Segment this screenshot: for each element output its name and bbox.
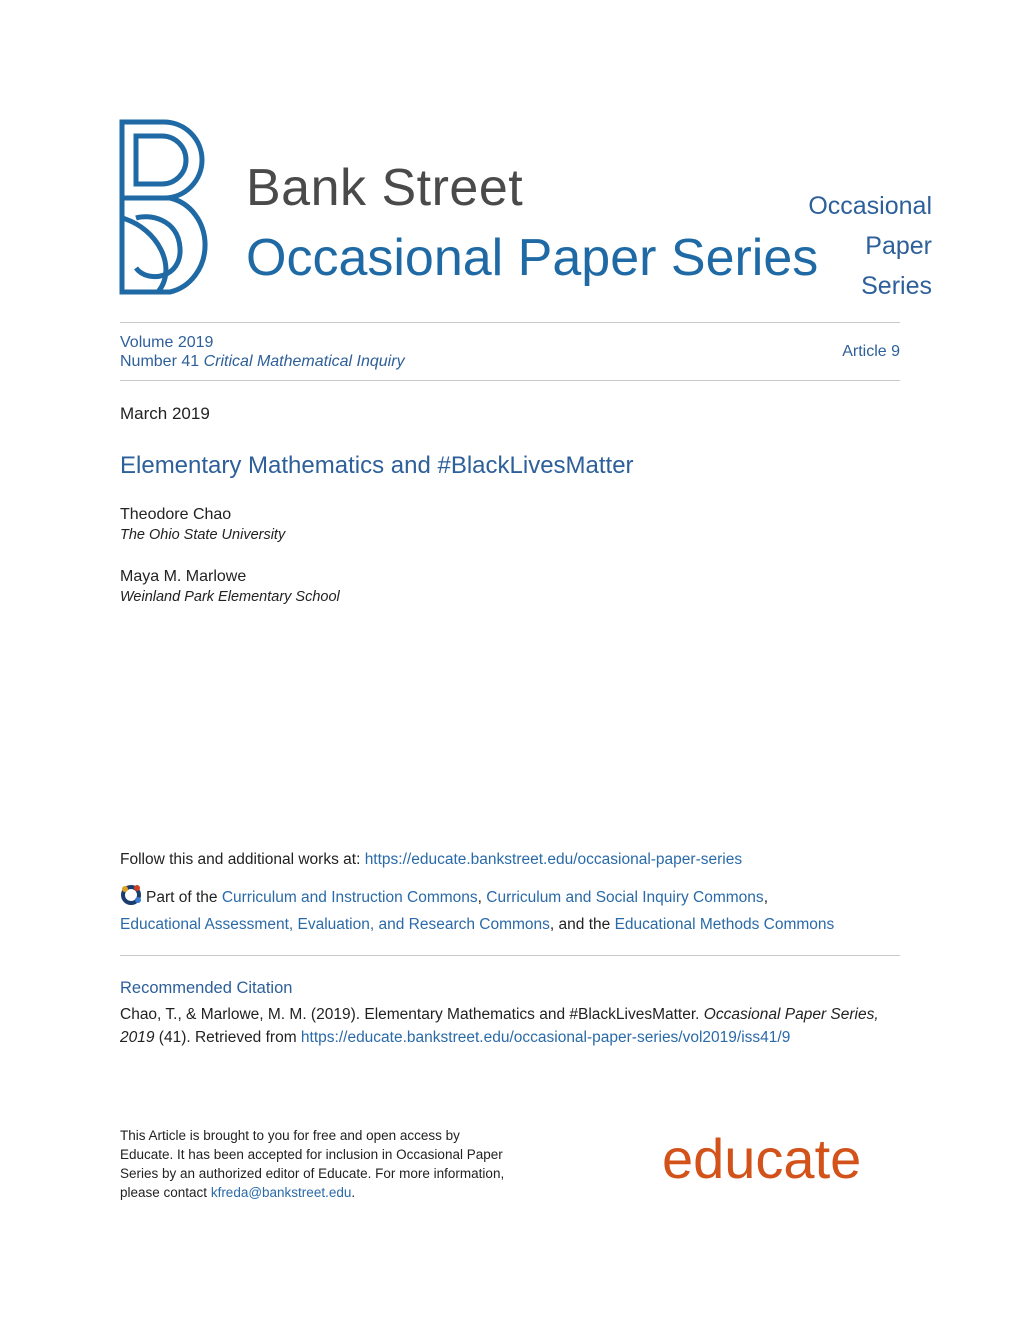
number-label: Number 41 [120,353,200,370]
citation-text [120,1003,900,1049]
commons-link[interactable]: Educational Methods Commons [614,916,835,933]
contact-email-link[interactable]: kfreda@bankstreet.edu [210,1185,352,1200]
bank-street-logo-icon [118,118,218,296]
author-name[interactable]: Theodore Chao [120,506,232,523]
paper-title[interactable]: Elementary Mathematics and #BlackLivesMatter [120,452,634,479]
logo-bank-street: Bank Street [246,159,524,217]
commons-link[interactable]: Educational Assessment, Evaluation, and Research Commons [120,916,550,933]
publication-date: March 2019 [120,404,210,423]
follow-line [120,851,742,869]
network-icon [120,884,142,906]
follow-prefix: Follow this and additional works at: [120,851,365,868]
access-note-text: This Article is brought to you for free and open access by Educate. It has been accepted for inclusion in Occasional Paper Series by an authorized editor of Educate. For more information, please contact [120,1128,505,1200]
author-affiliation: Weinland Park Elementary School [120,589,340,605]
volume-info[interactable] [120,333,405,371]
part-of-commons [120,884,910,938]
series-url-link[interactable]: https://educate.bankstreet.edu/occasional-paper-series [364,851,743,868]
author-affiliation: The Ohio State University [120,527,286,543]
separator: , [763,889,768,906]
volume-divider [120,380,900,381]
part-of-prefix: Part of the [146,889,222,906]
citation-url-link[interactable]: https://educate.bankstreet.edu/occasional-paper-series/vol2019/iss41/9 [300,1029,791,1046]
citation-journal: Occasional Paper Series, 2019 [120,1006,879,1046]
educate-logo-text: educate [662,1127,862,1190]
volume-label: Volume 2019 [120,334,214,351]
citation-heading: Recommended Citation [120,979,293,997]
access-note [120,1126,515,1202]
access-note-end: . [351,1185,356,1200]
issue-title: Critical Mathematical Inquiry [203,353,405,370]
article-number[interactable]: Article 9 [842,343,900,360]
author-block [120,506,285,543]
series-side-word: Occasional [808,192,932,220]
logo-occasional-paper-series: Occasional Paper Series [246,229,819,287]
series-side-word: Series [861,272,932,300]
series-side-word: Paper [865,232,932,260]
author-block [120,568,340,605]
citation-part: (41). Retrieved from [154,1029,301,1046]
citation-divider [120,955,900,956]
author-name[interactable]: Maya M. Marlowe [120,568,247,585]
header-divider [120,322,900,323]
commons-link[interactable]: Curriculum and Social Inquiry Commons [486,889,764,906]
commons-link[interactable]: Curriculum and Instruction Commons [221,889,478,906]
educate-logo[interactable] [660,1120,900,1200]
series-side-title[interactable] [772,186,932,306]
separator: , [477,889,487,906]
citation-part: Chao, T., & Marlowe, M. M. (2019). Elementary Mathematics and #BlackLivesMatter. [120,1006,704,1023]
separator: , and the [549,916,615,933]
